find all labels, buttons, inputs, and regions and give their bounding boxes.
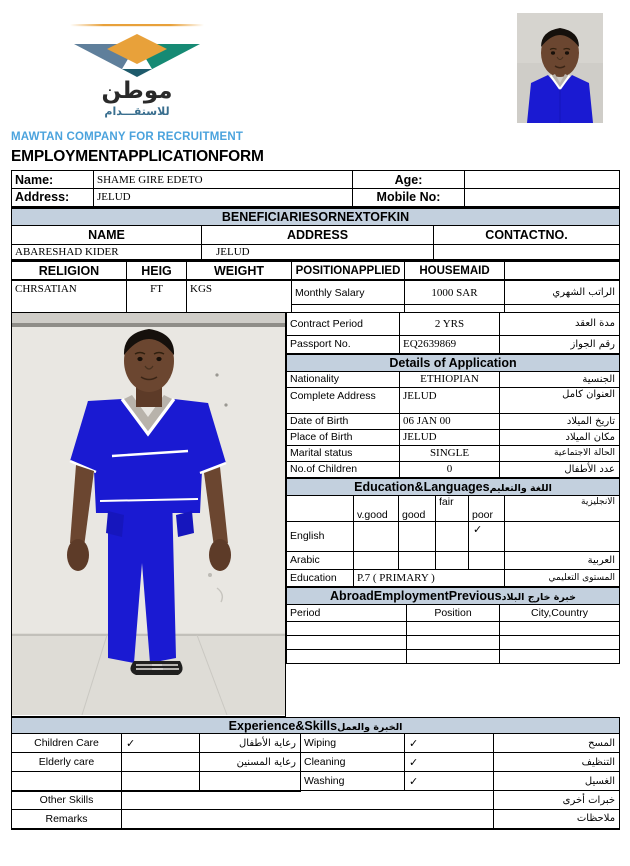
english-arabic-corner: الانجليزية (505, 495, 620, 508)
table-row (287, 621, 620, 635)
abroad-band-en: AbroadEmploymentPrevious (330, 588, 502, 603)
abroad-city-country-header: City,Country (500, 604, 620, 621)
photo-and-details-row (11, 313, 619, 717)
page-title: EMPLOYMENTAPPLICATIONFORM (11, 148, 264, 165)
table-row (287, 521, 620, 551)
english-fair-cell[interactable] (436, 521, 469, 551)
extra-skill-arabic (200, 772, 301, 791)
other-skills-label: Other Skills (12, 791, 122, 810)
cleaning-check[interactable]: ✓ (405, 753, 494, 772)
english-poor-cell[interactable]: ✓ (469, 521, 505, 551)
language-arabic-label: Arabic (287, 551, 354, 569)
table-row (12, 718, 620, 734)
experience-band-ar: الخبرة والعمل (337, 721, 403, 733)
complete-address-value[interactable]: JELUD (400, 387, 500, 413)
wiping-check[interactable]: ✓ (405, 734, 494, 753)
abroad-city-cell[interactable] (500, 649, 620, 663)
education-band-ar: اللغة والتعليم (489, 482, 552, 494)
table-row (287, 649, 620, 663)
beneficiary-address-value[interactable]: JELUD (202, 244, 434, 260)
arabic-fair-cell[interactable] (436, 551, 469, 569)
table-row (12, 208, 620, 225)
details-of-application-table (286, 354, 620, 478)
table-row (287, 445, 620, 461)
mobile-value[interactable] (465, 189, 620, 207)
education-languages-table (286, 478, 620, 587)
abroad-band-ar: خبرة خارج البلاد (501, 591, 576, 603)
nationality-arabic: الجنسية (500, 371, 620, 387)
table-row (12, 281, 620, 305)
abroad-position-header: Position (407, 604, 500, 621)
logo-mark-icon (62, 22, 212, 82)
arabic-poor-cell[interactable] (469, 551, 505, 569)
table-row (12, 772, 620, 791)
abroad-employment-table (286, 587, 620, 664)
age-value[interactable] (465, 171, 620, 189)
passport-photo-image (517, 13, 603, 123)
name-value[interactable]: SHAME GIRE EDETO (94, 171, 353, 189)
table-row (287, 635, 620, 649)
beneficiary-name-value[interactable]: ABARESHAD KIDER (12, 244, 202, 260)
table-row (287, 478, 620, 495)
english-good-cell[interactable] (399, 521, 436, 551)
details-column (286, 313, 619, 664)
table-row (287, 551, 620, 569)
beneficiary-name-header: NAME (12, 225, 202, 244)
beneficiary-contact-value[interactable] (434, 244, 620, 260)
extra-skill-label (12, 772, 122, 791)
table-row (287, 461, 620, 477)
physical-values-contract-table (11, 280, 620, 313)
rating-poor: poor (469, 495, 505, 521)
rating-vgood: v.good (354, 495, 399, 521)
abroad-period-cell[interactable] (287, 649, 407, 663)
date-of-birth-label: Date of Birth (287, 413, 400, 429)
rating-good: good (399, 495, 436, 521)
marital-status-arabic: الحالة الاجتماعية (500, 445, 620, 461)
passport-no-value[interactable]: EQ2639869 (400, 335, 500, 353)
table-row (287, 313, 620, 335)
elderly-care-arabic: رعاية المسنين (200, 753, 301, 772)
marital-status-value[interactable]: SINGLE (400, 445, 500, 461)
nationality-value[interactable]: ETHIOPIAN (400, 371, 500, 387)
arabic-language-arabic: العربية (505, 551, 620, 569)
table-row (12, 753, 620, 772)
washing-label: Washing (301, 772, 405, 791)
cleaning-label: Cleaning (301, 753, 405, 772)
height-value[interactable]: FT (127, 281, 187, 313)
children-count-value[interactable]: 0 (400, 461, 500, 477)
beneficiaries-table (11, 208, 620, 262)
position-applied-label: POSITIONAPPLIED (292, 262, 405, 280)
english-vgood-cell[interactable] (354, 521, 399, 551)
language-english-label: English (287, 521, 354, 551)
abroad-band (287, 587, 620, 604)
table-row (287, 587, 620, 604)
table-row (287, 495, 620, 508)
address-value[interactable]: JELUD (94, 189, 353, 207)
logo-arabic-sub: للاستقـــدام (104, 105, 170, 118)
name-label: Name: (12, 171, 94, 189)
children-count-arabic: عدد الأطفال (500, 461, 620, 477)
washing-arabic: الغسيل (494, 772, 620, 791)
mobile-label: Mobile No: (353, 189, 465, 207)
education-level-value[interactable]: P.7 ( PRIMARY ) (354, 569, 505, 586)
table-row (12, 791, 620, 810)
salary-spacer-arabic (505, 305, 620, 313)
company-name: MAWTAN COMPANY FOR RECRUITMENT (11, 131, 244, 143)
table-row (12, 734, 620, 753)
contract-period-value[interactable]: 2 YRS (400, 313, 500, 335)
position-applied-value[interactable]: HOUSEMAID (405, 262, 505, 280)
contract-table (286, 313, 620, 354)
date-of-birth-arabic: تاريخ الميلاد (500, 413, 620, 429)
abroad-period-cell[interactable] (287, 635, 407, 649)
rating-fair: fair (436, 495, 469, 521)
applicant-passport-photo (517, 13, 603, 123)
logo-arabic-main: موطن (101, 78, 173, 104)
table-row (12, 244, 620, 260)
abroad-city-cell[interactable] (500, 635, 620, 649)
table-row (12, 810, 620, 829)
elderly-care-label: Elderly care (12, 753, 122, 772)
elderly-care-check[interactable] (122, 753, 200, 772)
company-logo (62, 22, 212, 134)
table-row (12, 262, 620, 280)
other-skills-value[interactable] (122, 791, 494, 810)
weight-header: WEIGHT (187, 262, 292, 280)
abroad-position-cell[interactable] (407, 635, 500, 649)
abroad-period-header: Period (287, 604, 407, 621)
table-row (12, 225, 620, 244)
table-row (287, 354, 620, 371)
beneficiary-address-header: ADDRESS (202, 225, 434, 244)
salary-spacer (292, 305, 405, 313)
english-arabic-cell (505, 521, 620, 551)
table-row (287, 387, 620, 413)
education-band-en: Education&Languages (354, 479, 490, 494)
physical-position-table (11, 261, 620, 280)
children-count-label: No.of Children (287, 461, 400, 477)
table-row (12, 171, 620, 189)
passport-no-arabic: رقم الجواز (500, 335, 620, 353)
contract-period-arabic: مدة العقد (500, 313, 620, 335)
cleaning-arabic: التنظيف (494, 753, 620, 772)
place-of-birth-arabic: مكان الميلاد (500, 429, 620, 445)
wiping-label: Wiping (301, 734, 405, 753)
table-row (12, 189, 620, 207)
date-of-birth-value[interactable]: 06 JAN 00 (400, 413, 500, 429)
complete-address-label: Complete Address (287, 387, 400, 413)
arabic-good-cell[interactable] (399, 551, 436, 569)
application-form-sheet (11, 170, 619, 830)
address-label: Address: (12, 189, 94, 207)
weight-value[interactable]: KGS (187, 281, 292, 313)
education-level-label: Education (287, 569, 354, 586)
applicant-identity-table (11, 170, 620, 208)
abroad-period-cell[interactable] (287, 621, 407, 635)
passport-no-label: Passport No. (287, 335, 400, 353)
arabic-vgood-cell[interactable] (354, 551, 399, 569)
extra-skill-check[interactable] (122, 772, 200, 791)
remarks-arabic: ملاحظات (494, 810, 620, 829)
table-row (287, 604, 620, 621)
contract-period-label: Contract Period (287, 313, 400, 335)
experience-band (12, 718, 620, 734)
education-band (287, 478, 620, 495)
rating-header-blank (505, 508, 620, 521)
abroad-city-cell[interactable] (500, 621, 620, 635)
monthly-salary-value[interactable]: 1000 SAR (405, 281, 505, 305)
remarks-label: Remarks (12, 810, 122, 829)
children-care-check[interactable]: ✓ (122, 734, 200, 753)
page-header (0, 0, 630, 170)
applicant-body-photo (11, 313, 286, 717)
details-band: Details of Application (287, 354, 620, 371)
washing-check[interactable]: ✓ (405, 772, 494, 791)
children-care-label: Children Care (12, 734, 122, 753)
monthly-salary-arabic: الراتب الشهري (505, 281, 620, 305)
table-row (287, 413, 620, 429)
abroad-position-cell[interactable] (407, 649, 500, 663)
beneficiaries-band: BENEFICIARIESORNEXTOFKIN (12, 208, 620, 225)
table-row (287, 371, 620, 387)
wiping-arabic: المسح (494, 734, 620, 753)
beneficiary-contact-header: CONTACTNO. (434, 225, 620, 244)
religion-header: RELIGION (12, 262, 127, 280)
age-label: Age: (353, 171, 465, 189)
body-photo-image (12, 313, 285, 715)
experience-skills-table (11, 717, 620, 830)
children-care-arabic: رعاية الأطفال (200, 734, 301, 753)
nationality-label: Nationality (287, 371, 400, 387)
monthly-salary-label: Monthly Salary (292, 281, 405, 305)
education-level-arabic: المستوى التعليمي (505, 569, 620, 586)
place-of-birth-label: Place of Birth (287, 429, 400, 445)
religion-value[interactable]: CHRSATIAN (12, 281, 127, 313)
salary-spacer-value (405, 305, 505, 313)
table-row (287, 335, 620, 353)
height-header: HEIG (127, 262, 187, 280)
table-row (287, 429, 620, 445)
rating-corner-blank (287, 495, 354, 521)
abroad-position-cell[interactable] (407, 621, 500, 635)
other-skills-arabic: خبرات أخرى (494, 791, 620, 810)
marital-status-label: Marital status (287, 445, 400, 461)
table-row (287, 569, 620, 586)
position-applied-blank (505, 262, 620, 280)
place-of-birth-value[interactable]: JELUD (400, 429, 500, 445)
complete-address-arabic: العنوان كامل (500, 387, 620, 413)
experience-band-en: Experience&Skills (228, 718, 338, 733)
remarks-value[interactable] (122, 810, 494, 829)
